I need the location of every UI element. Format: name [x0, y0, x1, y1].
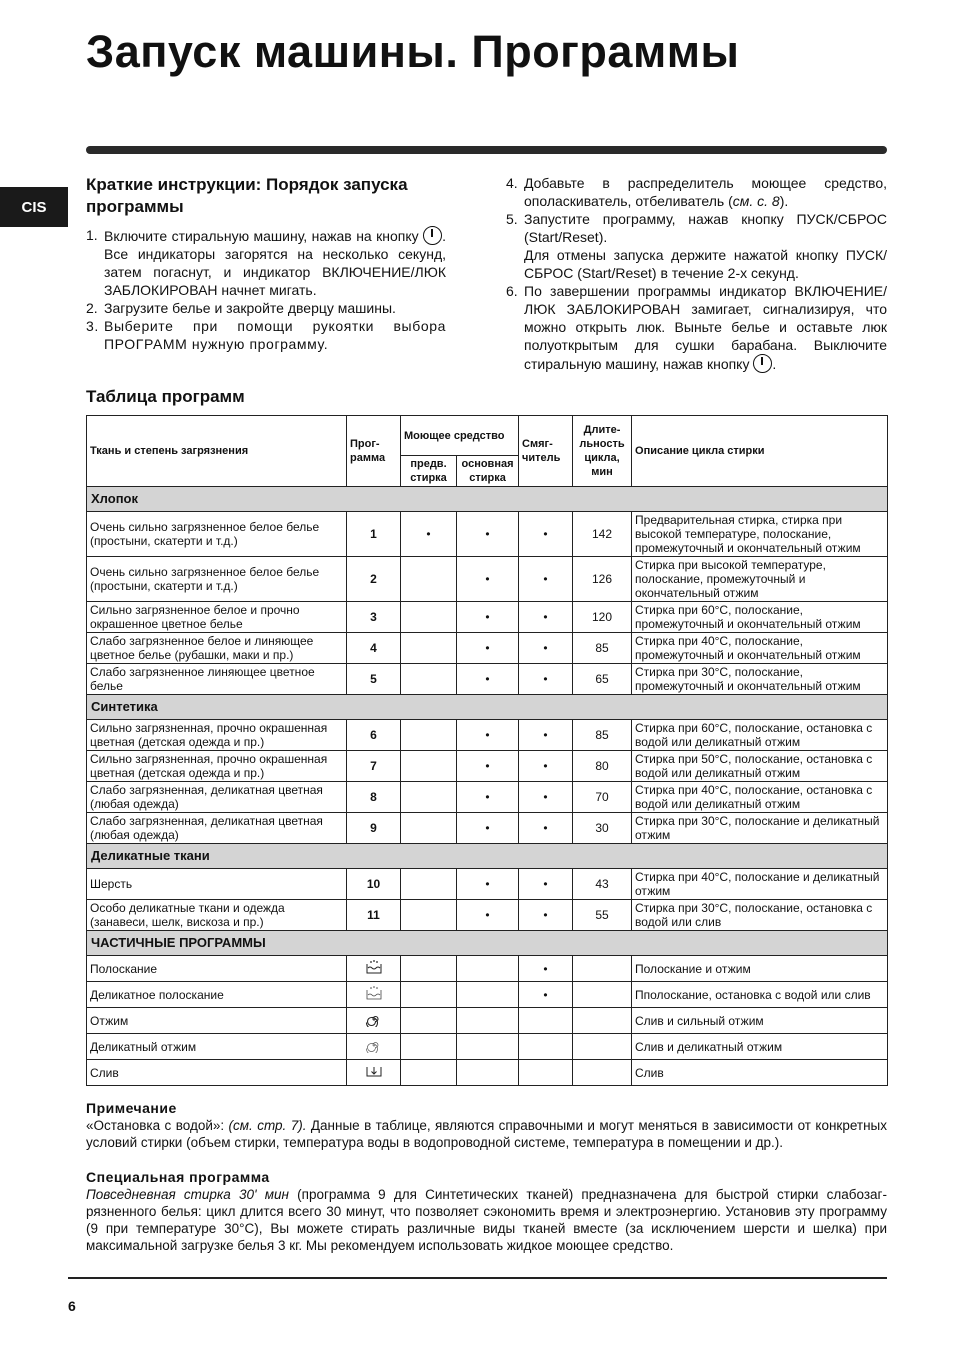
- cell-duration: 85: [573, 633, 632, 664]
- program-table-body: [87, 487, 888, 1086]
- step-6: 6. По завершении программы индикатор ВКЛЮЧЕНИЕ/ЛЮК ЗАБЛОКИРОВАН замигает, сигнализируя, что можно открыть люк. Выньте белье и оставьте люк полуоткрытым для сушки барабана. Выключите стиральную машину, нажав кнопку .: [506, 283, 887, 372]
- cell-program: 2: [347, 557, 401, 602]
- cell-duration: [573, 1034, 632, 1060]
- cell-description: Стирка при 60°С, полоскание, промежуточный и окончательный отжим: [632, 602, 888, 633]
- group-name: ЧАСТИЧНЫЕ ПРОГРАММЫ: [87, 931, 888, 956]
- header-softener: Смяг-читель: [519, 416, 573, 487]
- cell-description: Стирка при 40°С, полоскание, остановка с водой или деликатный отжим: [632, 782, 888, 813]
- cell-program: 1: [347, 512, 401, 557]
- cell-fabric: Отжим: [87, 1008, 347, 1034]
- power-icon: [753, 354, 772, 373]
- cell-prewash: [401, 751, 457, 782]
- note-block: [86, 1100, 887, 1151]
- cell-description: Стирка при 30°С, полоскание, остановка с водой или слив: [632, 900, 888, 931]
- cell-description: Полоскание и отжим: [632, 956, 888, 982]
- cell-mainwash: •: [457, 900, 519, 931]
- power-icon: [423, 226, 442, 245]
- cell-softener: [519, 1060, 573, 1086]
- cell-description: Стирка при 50°С, полоскание, остановка с водой или деликатный отжим: [632, 751, 888, 782]
- header-mainwash: основная стирка: [457, 456, 519, 487]
- cell-program: 9: [347, 813, 401, 844]
- cell-description: Предварительная стирка, стирка при высокой температуре, полоскание, промежуточный и окончательный отжим: [632, 512, 888, 557]
- table-row: [87, 982, 888, 1008]
- cell-softener: •: [519, 956, 573, 982]
- table-row: [87, 1034, 888, 1060]
- header-duration: Длите-льность цикла, мин: [573, 416, 632, 487]
- cell-mainwash: •: [457, 782, 519, 813]
- bottom-divider: [68, 1277, 887, 1279]
- cell-description: Слив и деликатный отжим: [632, 1034, 888, 1060]
- cell-description: Стирка при 40°С, полоскание и деликатный отжим: [632, 869, 888, 900]
- cell-mainwash: •: [457, 633, 519, 664]
- group-row: [87, 487, 888, 512]
- group-row: [87, 931, 888, 956]
- table-row: [87, 1060, 888, 1086]
- cell-program: [347, 982, 401, 1008]
- cell-description: Слив и сильный отжим: [632, 1008, 888, 1034]
- instructions-heading: Краткие инструкции: Порядок запуска программы: [86, 175, 408, 216]
- cell-softener: [519, 1008, 573, 1034]
- table-row: [87, 751, 888, 782]
- table-row: [87, 782, 888, 813]
- cell-fabric: Деликатный отжим: [87, 1034, 347, 1060]
- table-row: [87, 956, 888, 982]
- cell-mainwash: •: [457, 512, 519, 557]
- cell-program: [347, 956, 401, 982]
- cell-prewash: [401, 782, 457, 813]
- table-row: [87, 1008, 888, 1034]
- table-row: [87, 664, 888, 695]
- cell-mainwash: •: [457, 664, 519, 695]
- cell-mainwash: •: [457, 602, 519, 633]
- cell-description: Слив: [632, 1060, 888, 1086]
- cell-fabric: Слабо загрязненная, деликатная цветная (любая одежда): [87, 813, 347, 844]
- cell-mainwash: [457, 982, 519, 1008]
- cell-program: 7: [347, 751, 401, 782]
- header-detergent: Моющее средство: [401, 416, 519, 456]
- language-tab: CIS: [0, 187, 68, 227]
- cell-duration: 43: [573, 869, 632, 900]
- note-heading: Примечание: [86, 1100, 177, 1116]
- spin-icon: [365, 1016, 383, 1030]
- cell-prewash: [401, 602, 457, 633]
- note-text: «Остановка с водой»: (см. стр. 7). Данные в таблице, являются справочными и могут меняться в зависимости от конкретных условий стирки (объем стирки, температура воды в водопроводной системе, температура в помещении и др.).: [86, 1118, 887, 1150]
- program-table-heading: Таблица программ: [86, 387, 245, 406]
- cell-fabric: Очень сильно загрязненное белое белье (простыни, скатерти и т.д.): [87, 512, 347, 557]
- instructions-right-column: [506, 174, 887, 373]
- table-row: [87, 557, 888, 602]
- cell-program: [347, 1034, 401, 1060]
- cell-description: Стирка при 30°С, полоскание, промежуточный и окончательный отжим: [632, 664, 888, 695]
- cell-description: Пполоскание, остановка с водой или слив: [632, 982, 888, 1008]
- group-name: Деликатные ткани: [87, 844, 888, 869]
- special-heading: Специальная программа: [86, 1169, 270, 1185]
- cell-program: [347, 1060, 401, 1086]
- cell-program: [347, 1008, 401, 1034]
- cell-duration: 120: [573, 602, 632, 633]
- cell-fabric: Слабо загрязненное линяющее цветное белье: [87, 664, 347, 695]
- delicate-spin-icon: [365, 1042, 383, 1056]
- table-row: [87, 512, 888, 557]
- cell-fabric: Особо деликатные ткани и одежда (занавеси, шелк, вискоза и пр.): [87, 900, 347, 931]
- top-divider: [86, 146, 887, 154]
- group-row: [87, 695, 888, 720]
- step-4: 4. Добавьте в распределитель моющее средство, ополаскиватель, отбеливатель (см. с. 8).: [506, 175, 887, 209]
- cell-prewash: [401, 982, 457, 1008]
- cell-fabric: Сильно загрязненная, прочно окрашенная цветная (детская одежда и пр.): [87, 751, 347, 782]
- cell-mainwash: [457, 1060, 519, 1086]
- group-row: [87, 844, 888, 869]
- cell-program: 10: [347, 869, 401, 900]
- cell-softener: •: [519, 869, 573, 900]
- cell-fabric: Слив: [87, 1060, 347, 1086]
- cell-softener: •: [519, 557, 573, 602]
- cell-duration: 85: [573, 720, 632, 751]
- step-3: 3. Выберите при помощи рукоятки выбора ПРОГРАММ нужную программу.: [86, 318, 446, 352]
- cell-program: 6: [347, 720, 401, 751]
- cell-description: Стирка при высокой температуре, полоскание, промежуточный и окончательный отжим: [632, 557, 888, 602]
- cell-description: Стирка при 40°С, полоскание, промежуточный и окончательный отжим: [632, 633, 888, 664]
- step-1: 1. Включите стиральную машину, нажав на кнопку . Все индикаторы загорятся на несколько секунд, затем погаснут, и индикатор ВКЛЮЧЕНИЕ/ЛЮК ЗАБЛОКИРОВАН начнет мигать.: [86, 227, 446, 298]
- cell-softener: •: [519, 900, 573, 931]
- cell-duration: [573, 1060, 632, 1086]
- cell-prewash: [401, 869, 457, 900]
- cell-duration: 65: [573, 664, 632, 695]
- header-program: Прог-рамма: [347, 416, 401, 487]
- cell-duration: [573, 982, 632, 1008]
- cell-softener: •: [519, 751, 573, 782]
- cell-mainwash: •: [457, 720, 519, 751]
- cell-mainwash: [457, 1034, 519, 1060]
- step-5: 5. Запустите программу, нажав кнопку ПУСК/СБРОС (Start/Reset). Для отмены запуска держите нажатой кнопку ПУСК/СБРОС (Start/Reset) в течение 2-х секунд.: [506, 211, 887, 281]
- cell-prewash: [401, 557, 457, 602]
- cell-fabric: Очень сильно загрязненное белое белье (простыни, скатерти и т.д.): [87, 557, 347, 602]
- step-2: 2. Загрузите белье и закройте дверцу машины.: [86, 300, 396, 316]
- page-title: Запуск машины. Программы: [86, 26, 740, 77]
- cell-duration: 80: [573, 751, 632, 782]
- cell-duration: [573, 956, 632, 982]
- cell-fabric: Слабо загрязненная, деликатная цветная (любая одежда): [87, 782, 347, 813]
- cell-prewash: [401, 664, 457, 695]
- table-row: [87, 633, 888, 664]
- cell-program: 4: [347, 633, 401, 664]
- cell-duration: 55: [573, 900, 632, 931]
- group-name: Синтетика: [87, 695, 888, 720]
- cell-softener: •: [519, 602, 573, 633]
- cell-description: Стирка при 60°С, полоскание, остановка с водой или деликатный отжим: [632, 720, 888, 751]
- table-row: [87, 813, 888, 844]
- cell-program: 8: [347, 782, 401, 813]
- delicate-rinse-icon: [365, 990, 383, 1004]
- cell-description: Стирка при 30°С, полоскание и деликатный отжим: [632, 813, 888, 844]
- cell-mainwash: [457, 956, 519, 982]
- cell-duration: 30: [573, 813, 632, 844]
- cell-softener: •: [519, 782, 573, 813]
- cell-mainwash: •: [457, 869, 519, 900]
- header-description: Описание цикла стирки: [632, 416, 888, 487]
- cell-prewash: [401, 956, 457, 982]
- cell-fabric: Деликатное полоскание: [87, 982, 347, 1008]
- cell-softener: •: [519, 813, 573, 844]
- steps-list-right: [506, 174, 887, 373]
- cell-program: 3: [347, 602, 401, 633]
- cell-mainwash: •: [457, 751, 519, 782]
- cell-fabric: Шерсть: [87, 869, 347, 900]
- cell-softener: •: [519, 633, 573, 664]
- cell-mainwash: •: [457, 813, 519, 844]
- cell-prewash: •: [401, 512, 457, 557]
- cell-duration: 126: [573, 557, 632, 602]
- special-text: Повседневная стирка 30' мин (программа 9 для Синтетических тканей) предназначена для быстрой стирки слабозаг-рязненного белья: цикл длится всего 30 минут, что позволяет сэкономить время и электроэнергию. Установив эту программу (9 при температуре 30°С), Вы можете стирать различные виды тканей вместе (за исключением шерсти и шелка) при максимальной загрузке белья 3 кг. Мы рекомендуем использовать жидкое моющее средство.: [86, 1187, 887, 1253]
- cell-fabric: Слабо загрязненное белое и линяющее цветное белье (рубашки, маки и пр.): [87, 633, 347, 664]
- cell-duration: [573, 1008, 632, 1034]
- table-row: [87, 602, 888, 633]
- header-fabric: Ткань и степень загрязнения: [87, 416, 347, 487]
- page-number: 6: [68, 1298, 76, 1314]
- cell-prewash: [401, 1034, 457, 1060]
- table-row: [87, 720, 888, 751]
- special-program-block: [86, 1169, 887, 1254]
- table-row: [87, 869, 888, 900]
- cell-mainwash: [457, 1008, 519, 1034]
- cell-program: 5: [347, 664, 401, 695]
- instructions-left-column: [86, 174, 446, 353]
- cell-prewash: [401, 813, 457, 844]
- cell-prewash: [401, 1060, 457, 1086]
- program-table: [86, 415, 888, 1086]
- cell-prewash: [401, 633, 457, 664]
- table-row: [87, 900, 888, 931]
- drain-icon: [365, 1068, 383, 1082]
- group-name: Хлопок: [87, 487, 888, 512]
- cell-prewash: [401, 720, 457, 751]
- cell-softener: •: [519, 720, 573, 751]
- cell-fabric: Полоскание: [87, 956, 347, 982]
- cell-duration: 70: [573, 782, 632, 813]
- cell-softener: [519, 1034, 573, 1060]
- cell-softener: •: [519, 664, 573, 695]
- cell-softener: •: [519, 512, 573, 557]
- cell-program: 11: [347, 900, 401, 931]
- cell-duration: 142: [573, 512, 632, 557]
- cell-prewash: [401, 1008, 457, 1034]
- cell-fabric: Сильно загрязненное белое и прочно окрашенное цветное белье: [87, 602, 347, 633]
- cell-softener: •: [519, 982, 573, 1008]
- cell-prewash: [401, 900, 457, 931]
- rinse-icon: [365, 964, 383, 978]
- header-prewash: предв. стирка: [401, 456, 457, 487]
- cell-mainwash: •: [457, 557, 519, 602]
- cell-fabric: Сильно загрязненная, прочно окрашенная цветная (детская одежда и пр.): [87, 720, 347, 751]
- steps-list-left: [86, 226, 446, 353]
